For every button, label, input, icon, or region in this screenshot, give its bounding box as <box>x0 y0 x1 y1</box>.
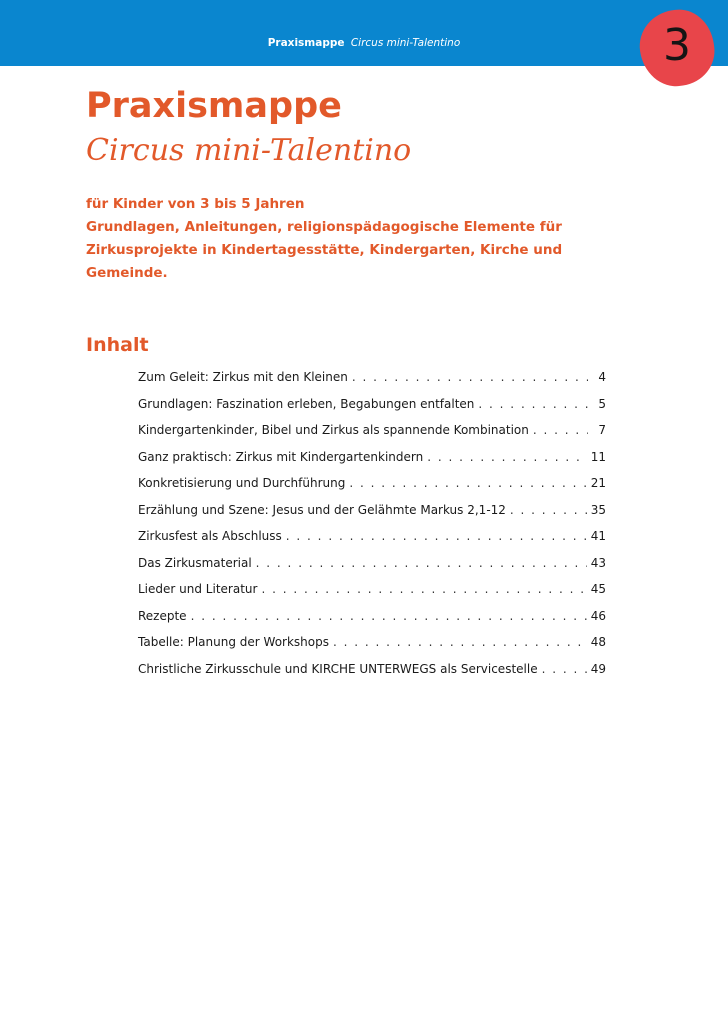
toc-entry <box>138 656 606 683</box>
toc-dot-leader <box>352 364 588 391</box>
header-band <box>0 0 728 66</box>
toc-entry-title: Zum Geleit: Zirkus mit den Kleinen <box>138 370 348 384</box>
contents-heading: Inhalt <box>86 334 149 356</box>
toc-dot-leader <box>533 417 588 444</box>
toc-entry-page: 21 <box>590 476 606 490</box>
toc-dot-leader <box>427 444 587 471</box>
page-subtitle: Circus mini-Talentino <box>86 133 412 168</box>
intro-line: Gemeinde. <box>86 265 168 281</box>
toc-dot-leader <box>286 523 587 550</box>
page-number: 3 <box>663 20 691 71</box>
toc-entry-title: Kindergartenkinder, Bibel und Zirkus als spannende Kombination <box>138 423 529 437</box>
header-title <box>0 37 728 49</box>
toc-dot-leader <box>542 656 587 683</box>
toc-entry-page: 41 <box>590 529 606 543</box>
intro-text <box>86 193 606 285</box>
toc-entry-page: 4 <box>598 370 606 384</box>
header-series-sublabel: Circus mini-Talentino <box>350 37 461 49</box>
intro-line: Zirkusprojekte in Kindertagesstätte, Kindergarten, Kirche und <box>86 242 563 258</box>
toc-entry-page: 43 <box>590 555 606 570</box>
toc-entry <box>138 629 606 656</box>
toc-entry <box>138 391 606 418</box>
toc-dot-leader <box>478 391 588 418</box>
table-of-contents <box>138 364 606 682</box>
toc-entry-title: Grundlagen: Faszination erleben, Begabungen entfalten <box>138 396 475 411</box>
toc-entry-page: 7 <box>598 423 606 437</box>
toc-dot-leader <box>191 603 587 630</box>
intro-line: Grundlagen, Anleitungen, religionspädagogische Elemente für <box>86 219 562 235</box>
toc-dot-leader <box>510 497 587 524</box>
toc-entry <box>138 444 606 471</box>
toc-entry-title: Konkretisierung und Durchführung <box>138 476 346 490</box>
toc-entry-title: Zirkusfest als Abschluss <box>138 529 282 543</box>
toc-entry <box>138 497 606 524</box>
toc-entry <box>138 550 606 577</box>
toc-entry-page: 5 <box>598 396 606 411</box>
toc-entry-page: 11 <box>590 449 606 464</box>
toc-entry-title: Lieder und Literatur <box>138 582 258 596</box>
toc-entry-page: 48 <box>590 635 606 649</box>
toc-entry <box>138 470 606 497</box>
toc-dot-leader <box>333 629 587 656</box>
toc-entry-page: 46 <box>590 608 606 623</box>
toc-entry-page: 35 <box>590 502 606 517</box>
header-series-label: Praxismappe <box>267 37 345 49</box>
toc-entry-title: Christliche Zirkusschule und KIRCHE UNTERWEGS als Servicestelle <box>138 661 538 676</box>
toc-entry-title: Rezepte <box>138 608 187 623</box>
toc-dot-leader <box>349 470 586 497</box>
toc-dot-leader <box>256 550 587 577</box>
toc-entry-title: Ganz praktisch: Zirkus mit Kindergartenkindern <box>138 449 424 464</box>
page-title: Praxismappe <box>86 86 342 126</box>
intro-line: für Kinder von 3 bis 5 Jahren <box>86 196 305 212</box>
toc-dot-leader <box>261 576 586 603</box>
toc-entry-title: Tabelle: Planung der Workshops <box>138 635 329 649</box>
toc-entry-title: Erzählung und Szene: Jesus und der Gelähmte Markus 2,1-12 <box>138 502 506 517</box>
toc-entry <box>138 364 606 391</box>
toc-entry-page: 49 <box>590 661 606 676</box>
toc-entry-page: 45 <box>590 582 606 596</box>
toc-entry-title: Das Zirkusmaterial <box>138 555 252 570</box>
toc-entry <box>138 576 606 603</box>
toc-entry <box>138 417 606 444</box>
toc-entry <box>138 523 606 550</box>
toc-entry <box>138 603 606 630</box>
